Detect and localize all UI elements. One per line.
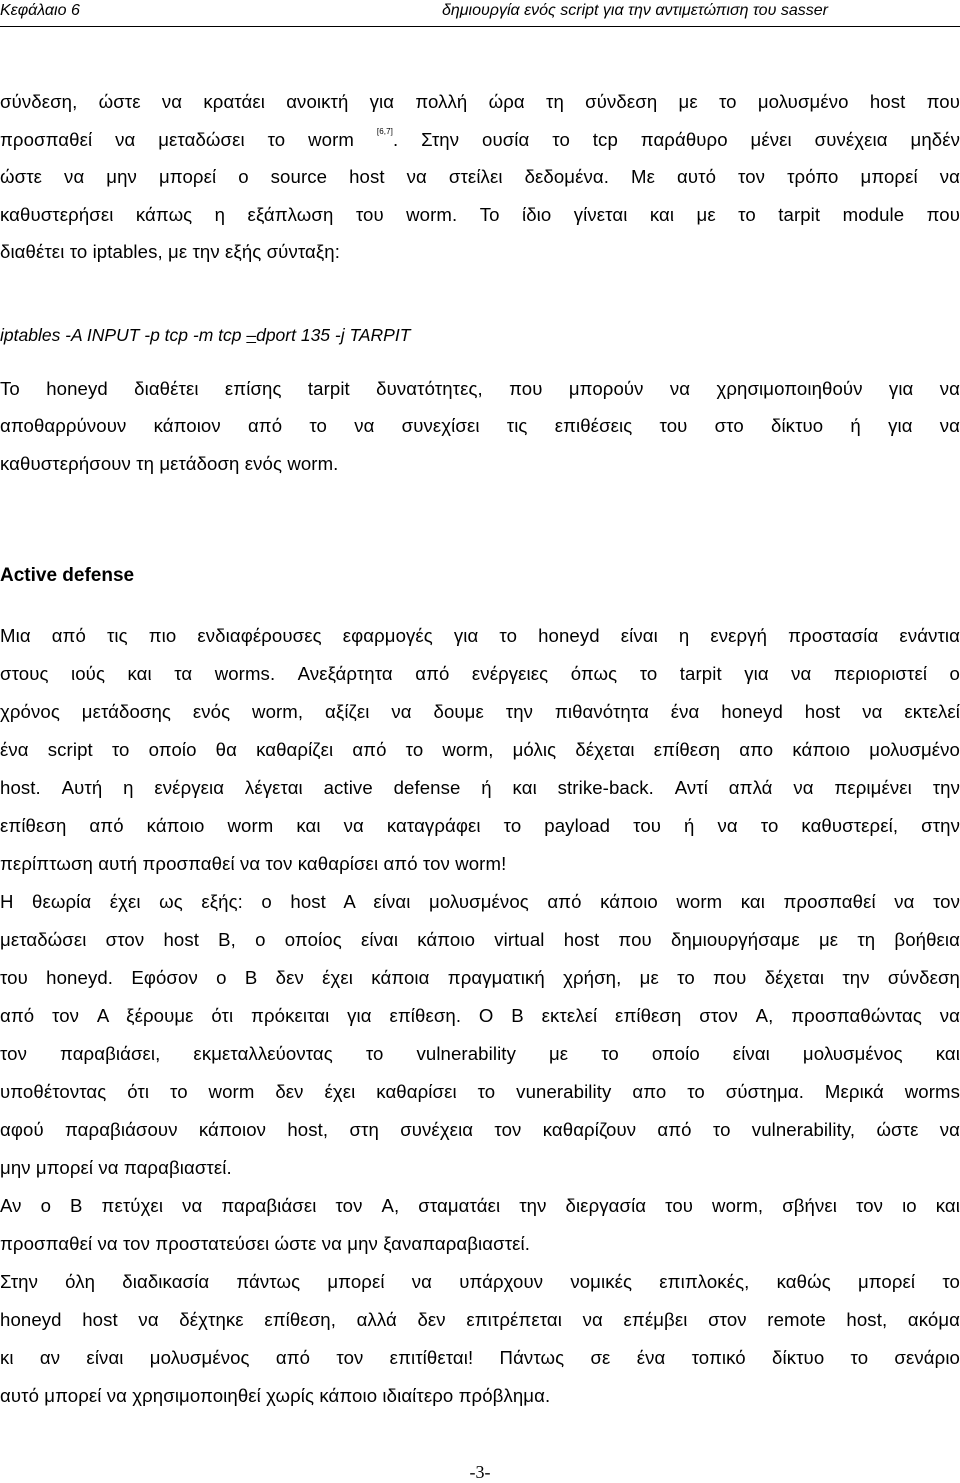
- paragraph-honeyd-tarpit: [0, 376, 960, 489]
- text-line: του honeyd. Εφόσον ο B δεν έχει κάποια πραγματική χρήση, με το που δέχεται την σύνδεση: [0, 967, 960, 988]
- text-line: ώστε να μην μπορεί ο source host να στείλει δεδομένα. Με αυτό τον τρόπο μπορεί να: [0, 166, 960, 187]
- text-line: υποθέτοντας ότι το worm δεν έχει καθαρίσει το vunerability απο το σύστημα. Μερικά worms: [0, 1081, 960, 1102]
- text-line: τον παραβιάσει, εκμεταλλεύοντας το vulnerability με το οποίο είναι μολυσμένος και: [0, 1043, 960, 1064]
- section-heading: Active defense: [0, 565, 135, 586]
- command-text: iptables -A INPUT -p tcp -m tcp: [0, 324, 247, 345]
- page-body: [0, 89, 960, 1421]
- text-line: μεταδώσει στον host B, ο οποίος είναι κάποιο virtual host που δημιουργήσαμε με τη βοήθεια: [0, 929, 960, 950]
- text-line: Μια από τις πιο ενδιαφέρουσες εφαρμογές για το honeyd είναι η ενεργή προστασία ενάντια: [0, 625, 960, 646]
- text-line: Η θεωρία έχει ως εξής: ο host A είναι μολυσμένος από κάποιο worm και προσπαθεί να τον: [0, 891, 960, 912]
- iptables-command: [0, 322, 960, 348]
- text-line: μην μπορεί να παραβιαστεί.: [0, 1157, 232, 1178]
- text-line: αφού παραβιάσουν κάποιον host, στη συνέχεια τον καθαρίζουν από το vulnerability, ώστε να: [0, 1119, 960, 1140]
- text-line: Αν ο B πετύχει να παραβιάσει τον A, σταματάει την διεργασία του worm, σβήνει τον ιο και: [0, 1195, 960, 1216]
- paragraph-tarpit: [0, 89, 960, 277]
- text-line: προσπαθεί να τον προστατεύσει ώστε να μην ξαναπαραβιαστεί.: [0, 1233, 531, 1254]
- page-number: -3-: [469, 1462, 491, 1482]
- text-line: στους ιούς και τα worms. Ανεξάρτητα από ενέργειες όπως το tarpit για να περιοριστεί ο: [0, 663, 960, 684]
- text-line: καθυστερήσει κάπως η εξάπλωση του worm. Το ίδιο γίνεται και με το tarpit module που: [0, 203, 960, 225]
- text-line: κι αν είναι μολυσμένος από τον επιτίθεται! Πάντως σε ένα τοπικό δίκτυο το σενάριο: [0, 1347, 960, 1368]
- text-line: ένα script το οποίο θα καθαρίζει από το worm, μόλις δέχεται επίθεση απο κάποιο μολυσμένο: [0, 739, 960, 760]
- text-line: διαθέτει το iptables, με την εξής σύνταξη:: [0, 241, 341, 262]
- section-running-title: δημιουργία ενός script για την αντιμετώπιση του sasser: [442, 2, 828, 19]
- text-line: επίθεση από κάποιο worm και να καταγράφει το payload του ή να το καθυστερεί, στην: [0, 815, 960, 836]
- command-dash: –: [246, 324, 257, 345]
- chapter-title: Κεφάλαιο 6: [0, 2, 80, 19]
- text-span: προσπαθεί να μεταδώσει το worm: [0, 128, 377, 150]
- text-line: [0, 127, 960, 165]
- text-line: host. Αυτή η ενέργεια λέγεται active defense ή και strike-back. Αντί απλά να περιμένει την: [0, 777, 960, 798]
- page-header: [0, 0, 960, 22]
- text-line: Το honeyd διαθέτει επίσης tarpit δυνατότητες, που μπορούν να χρησιμοποιηθούν για να: [0, 377, 960, 399]
- text-line: honeyd host να δέχτηκε επίθεση, αλλά δεν επιτρέπεται να επέμβει στον remote host, ακόμα: [0, 1309, 960, 1330]
- text-span: . Στην ουσία το tcp παράθυρο μένει συνέχεια μηδέν: [392, 128, 960, 150]
- header-divider: [0, 26, 960, 27]
- text-line: χρόνος μετάδοσης ενός worm, αξίζει να δουμε την πιθανότητα ένα honeyd host να εκτελεί: [0, 701, 960, 722]
- paragraph-active-defense: [0, 623, 960, 1421]
- text-line: αυτό μπορεί να χρησιμοποιηθεί χωρίς κάποιο ιδιαίτερο πρόβλημα.: [0, 1385, 551, 1406]
- text-line: Στην όλη διαδικασία πάντως μπορεί να υπάρχουν νομικές επιπλοκές, καθώς μπορεί το: [0, 1271, 960, 1292]
- text-line: σύνδεση, ώστε να κρατάει ανοικτή για πολλή ώρα τη σύνδεση με το μολυσμένο host που: [0, 91, 960, 112]
- citation-reference: [6,7]: [376, 126, 393, 136]
- text-line: καθυστερήσουν τη μετάδοση ενός worm.: [0, 452, 339, 474]
- text-line: περίπτωση αυτή προσπαθεί να τον καθαρίσει από τον worm!: [0, 853, 507, 874]
- command-text: dport 135 -j TARPIT: [256, 324, 411, 345]
- text-line: αποθαρρύνουν κάποιον από το να συνεχίσει τις επιθέσεις του στο δίκτυο ή για να: [0, 415, 960, 436]
- text-line: από τον A ξέρουμε ότι πρόκειται για επίθεση. O B εκτελεί επίθεση στον A, προσπαθώντας να: [0, 1005, 960, 1026]
